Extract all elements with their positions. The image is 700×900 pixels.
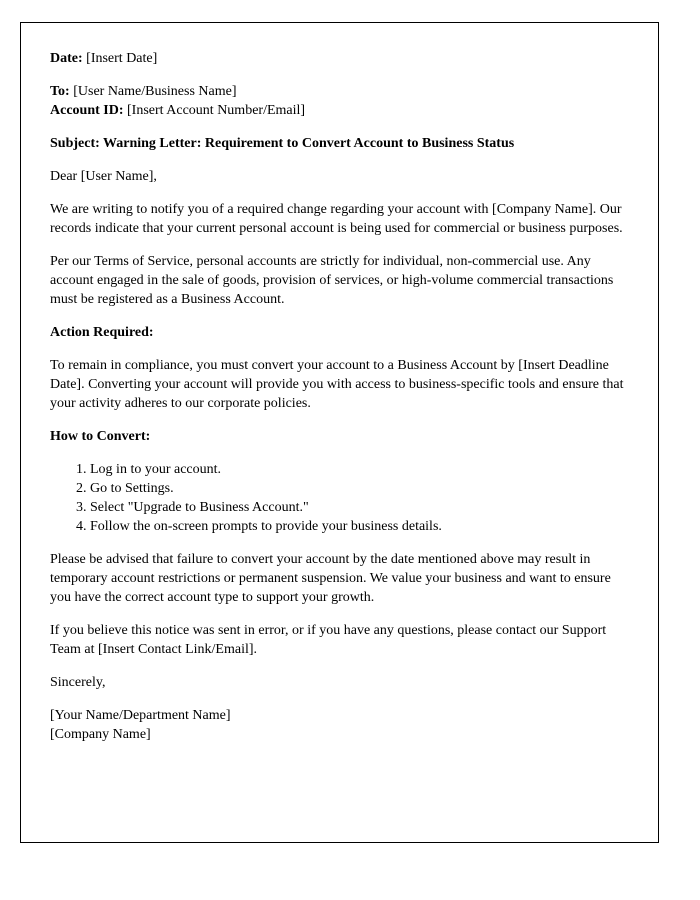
- how-to-convert-heading: [50, 427, 629, 446]
- paragraph-warning: Please be advised that failure to convert your account by the date mentioned above may result in temporary account restrictions or permanent suspension. We value your business and want to ensure you have the correct account type to support your growth.: [50, 552, 611, 605]
- convert-steps-list: [50, 460, 629, 536]
- account-id-line: [50, 101, 629, 120]
- closing: Sincerely,: [50, 675, 106, 690]
- date-line: [50, 49, 629, 68]
- how-to-convert-text: How to Convert:: [50, 429, 151, 444]
- paragraph-terms: Per our Terms of Service, personal accounts are strictly for individual, non-commercial use. Any account engaged in the sale of goods, provision of services, or high-volume commercial transactions must be registered as a Business Account.: [50, 254, 614, 307]
- action-required-heading: [50, 323, 629, 342]
- date-label: Date:: [50, 51, 83, 66]
- signature-company: [Company Name]: [50, 727, 151, 742]
- paragraph-contact: If you believe this notice was sent in error, or if you have any questions, please contact our Support Team at [Insert Contact Link/Email].: [50, 623, 607, 657]
- convert-step-4: 4. Follow the on-screen prompts to provide your business details.: [90, 517, 629, 536]
- salutation: Dear [User Name],: [50, 169, 157, 184]
- convert-step-3: 3. Select "Upgrade to Business Account.": [90, 498, 629, 517]
- to-value: [User Name/Business Name]: [73, 84, 237, 99]
- to-label: To:: [50, 84, 70, 99]
- convert-step-1: 1. Log in to your account.: [90, 460, 629, 479]
- to-line: [50, 82, 629, 101]
- subject-line: [50, 134, 629, 153]
- convert-step-2: 2. Go to Settings.: [90, 479, 629, 498]
- recipient-block: [50, 82, 629, 120]
- signature-name: [Your Name/Department Name]: [50, 708, 231, 723]
- date-value: [Insert Date]: [86, 51, 158, 66]
- action-required-text: Action Required:: [50, 325, 154, 340]
- paragraph-action: To remain in compliance, you must convert your account to a Business Account by [Insert Deadline Date]. Converting your account will provide you with access to business-specific tools and ensure that your activity adheres to our corporate policies.: [50, 358, 624, 411]
- account-id-label: Account ID:: [50, 103, 124, 118]
- subject-text: Subject: Warning Letter: Requirement to Convert Account to Business Status: [50, 136, 515, 151]
- paragraph-intro: We are writing to notify you of a required change regarding your account with [Company Name]. Our records indicate that your current personal account is being used for commercial or business purposes.: [50, 202, 623, 236]
- signature-block: [50, 706, 629, 744]
- account-id-value: [Insert Account Number/Email]: [127, 103, 306, 118]
- letter-page: [20, 22, 659, 843]
